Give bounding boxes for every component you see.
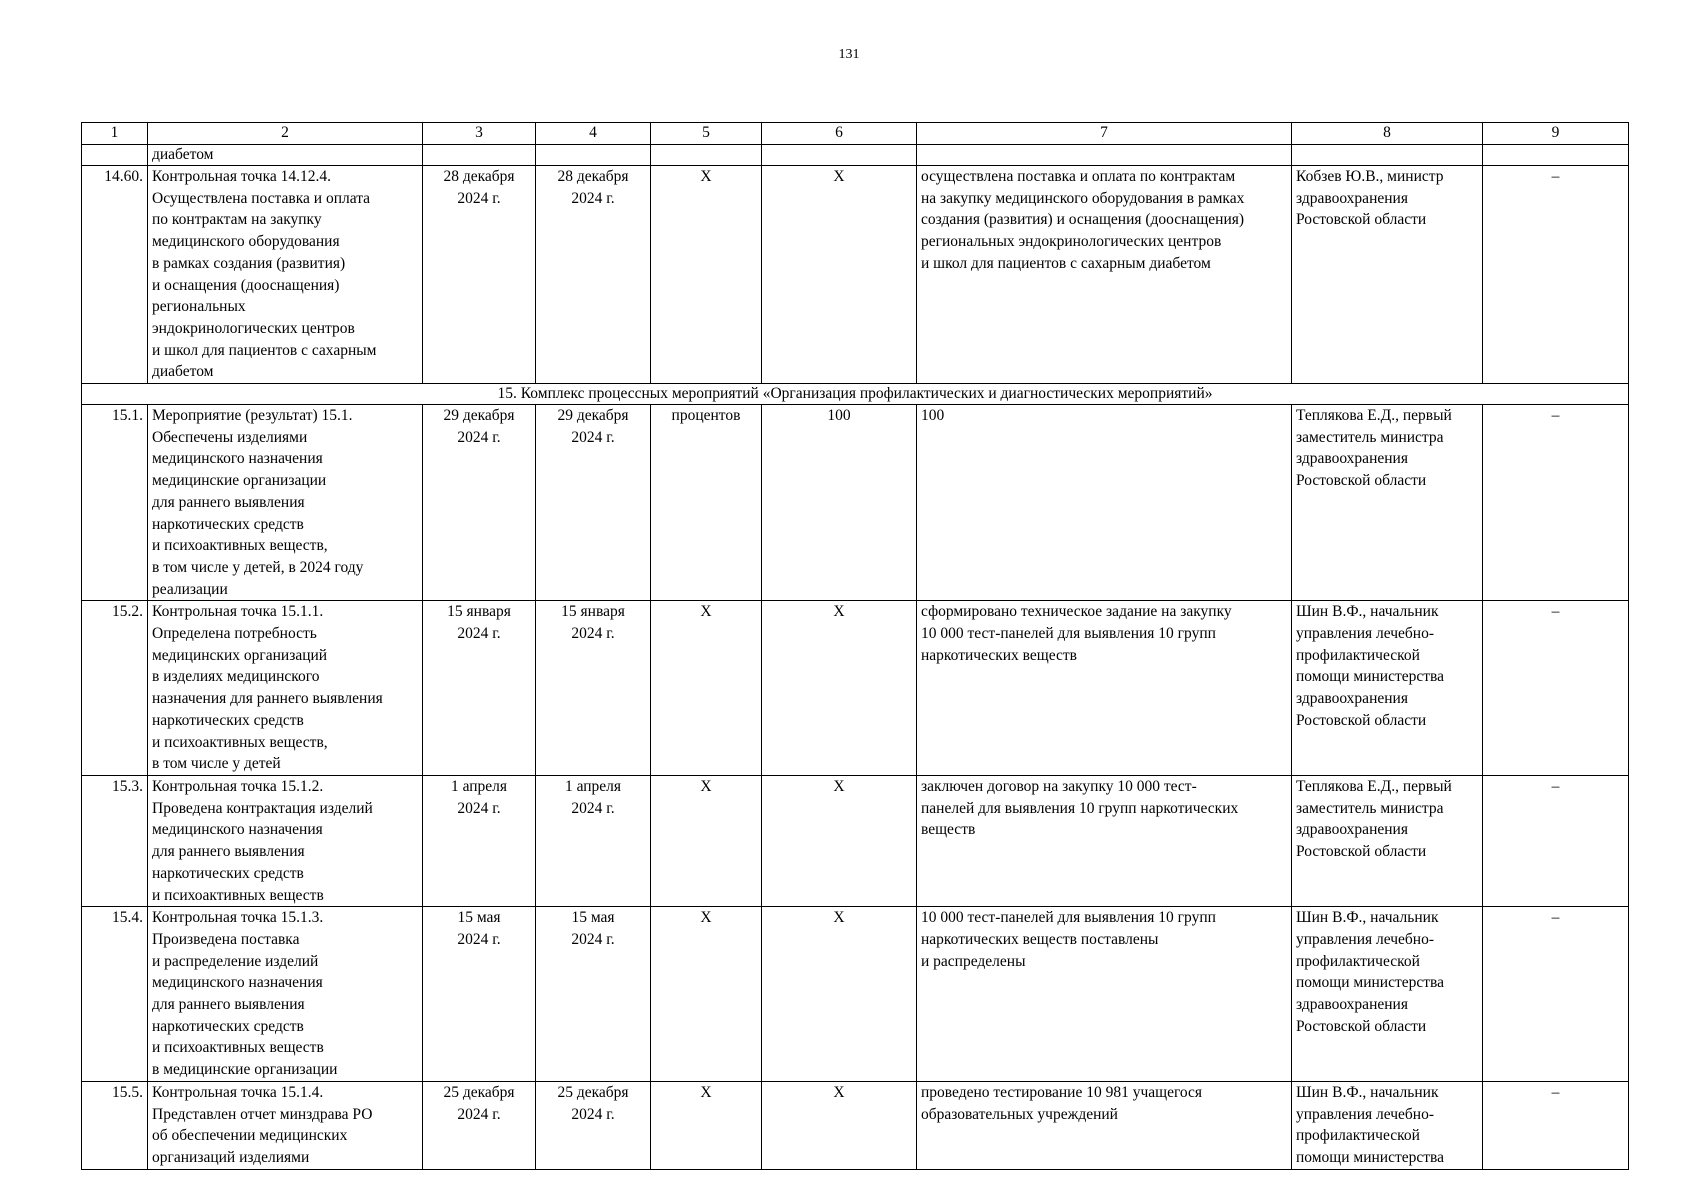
result-description-text: заключен договор на закупку 10 000 тест- панелей для выявления 10 групп наркотических веществ — [921, 777, 1239, 839]
result-description — [917, 601, 1292, 776]
activity-name — [148, 405, 423, 601]
value — [762, 907, 917, 1082]
column-header: 7 — [917, 123, 1292, 145]
end-date-text: 15 января 2024 г. — [561, 603, 625, 643]
table-row — [82, 907, 1629, 1082]
start-date — [423, 1081, 536, 1169]
column-header: 6 — [762, 123, 917, 145]
continuation-text: диабетом — [148, 145, 423, 166]
column-header: 8 — [1292, 123, 1483, 145]
column-header: 5 — [651, 123, 762, 145]
activity-name — [148, 775, 423, 906]
note — [1483, 1081, 1629, 1169]
end-date-text: 29 декабря 2024 г. — [557, 407, 629, 446]
responsible-person — [1292, 166, 1483, 384]
value-text: Х — [833, 603, 845, 621]
table-row — [82, 166, 1629, 384]
row-number-text: 15.1. — [112, 407, 143, 425]
table-row — [82, 1081, 1629, 1169]
column-header: 3 — [423, 123, 536, 145]
start-date-text: 28 декабря 2024 г. — [443, 168, 515, 207]
result-description-text: 100 — [921, 407, 945, 425]
start-date — [423, 405, 536, 601]
unit-text: процентов — [671, 407, 741, 425]
row-number-text: 14.60. — [104, 168, 143, 185]
row-number — [82, 405, 148, 601]
end-date — [536, 907, 651, 1082]
row-number — [82, 1081, 148, 1169]
responsible-person — [1292, 907, 1483, 1082]
value-text: 100 — [827, 407, 851, 425]
start-date-text: 25 декабря 2024 г. — [443, 1083, 515, 1123]
start-date — [423, 166, 536, 384]
unit-text: Х — [700, 168, 712, 185]
result-description-text: проведено тестирование 10 981 учащегося образовательных учреждений — [921, 1083, 1203, 1123]
value-text: Х — [833, 777, 845, 795]
start-date — [423, 601, 536, 776]
unit — [651, 775, 762, 906]
unit-text: Х — [700, 603, 712, 621]
end-date — [536, 405, 651, 601]
activity-name-text: Контрольная точка 15.1.4. Представлен отчет минздрава РО об обеспечении медицинских организаций изделиями — [152, 1083, 373, 1166]
result-description-text: 10 000 тест-панелей для выявления 10 групп наркотических веществ поставлены и распределены — [921, 909, 1216, 970]
responsible-person-text: Теплякова Е.Д., первый заместитель министра здравоохранения Ростовской области — [1296, 777, 1452, 861]
unit — [651, 405, 762, 601]
responsible-person — [1292, 405, 1483, 601]
note — [1483, 405, 1629, 601]
result-description — [917, 166, 1292, 384]
start-date — [423, 775, 536, 906]
end-date — [536, 601, 651, 776]
unit-text: Х — [700, 909, 712, 927]
unit — [651, 1081, 762, 1169]
end-date — [536, 1081, 651, 1169]
responsible-person-text: Кобзев Ю.В., министр здравоохранения Ростовской области — [1296, 168, 1444, 229]
end-date-text: 15 мая 2024 г. — [571, 909, 615, 948]
value — [762, 601, 917, 776]
end-date — [536, 775, 651, 906]
note — [1483, 166, 1629, 384]
value — [762, 775, 917, 906]
responsible-person — [1292, 775, 1483, 906]
row-number-text: 15.4. — [112, 909, 143, 927]
activity-name-text: Контрольная точка 15.1.3. Произведена поставка и распределение изделий медицинского назначения для раннего выявления наркотических средств и психоактивных веществ в медицинские организации — [152, 909, 338, 1079]
end-date-text: 1 апреля 2024 г. — [564, 777, 622, 817]
row-number — [82, 601, 148, 776]
row-number-text: 15.3. — [112, 777, 143, 795]
column-header: 4 — [536, 123, 651, 145]
result-description — [917, 907, 1292, 1082]
row-number — [82, 166, 148, 384]
unit — [651, 601, 762, 776]
activity-name-text: Контрольная точка 14.12.4. Осуществлена поставка и оплата по контрактам на закупку медицинского оборудования в рамках создания (развития) и оснащения (дооснащения) региональных эндокринологических центров и школ для пациентов с сахарным диабетом — [152, 168, 377, 381]
responsible-person — [1292, 1081, 1483, 1169]
column-header-row — [82, 123, 1629, 145]
unit — [651, 166, 762, 384]
note-text: – — [1551, 777, 1560, 795]
value — [762, 1081, 917, 1169]
responsible-person-text: Теплякова Е.Д., первый заместитель министра здравоохранения Ростовской области — [1296, 407, 1452, 490]
activity-name-text: Контрольная точка 15.1.1. Определена потребность медицинских организаций в изделиях медицинского назначения для раннего выявления наркотических средств и психоактивных веществ, в том числе у детей — [152, 603, 383, 773]
note-text: – — [1551, 909, 1560, 927]
note — [1483, 775, 1629, 906]
responsible-person-text: Шин В.Ф., начальник управления лечебно- профилактической помощи министерства здравоохранения Ростовской области — [1296, 603, 1445, 729]
plan-table — [81, 122, 1629, 1170]
table-row — [82, 405, 1629, 601]
start-date-text: 29 декабря 2024 г. — [443, 407, 515, 446]
end-date-text: 25 декабря 2024 г. — [557, 1083, 629, 1123]
responsible-person-text: Шин В.Ф., начальник управления лечебно- профилактической помощи министерства — [1296, 1083, 1445, 1166]
section-header-row — [82, 384, 1629, 405]
page-number: 131 — [838, 47, 860, 62]
value-text: Х — [833, 168, 845, 185]
end-date-text: 28 декабря 2024 г. — [557, 168, 629, 207]
result-description — [917, 775, 1292, 906]
end-date — [536, 166, 651, 384]
activity-name-text: Мероприятие (результат) 15.1. Обеспечены изделиями медицинского назначения медицинские организации для раннего выявления наркотических средств и психоактивных веществ, в том числе у детей, в 2024 году реализации — [152, 407, 364, 598]
value — [762, 405, 917, 601]
responsible-person — [1292, 601, 1483, 776]
row-number-text: 15.5. — [112, 1083, 143, 1101]
column-header: 2 — [148, 123, 423, 145]
row-number — [82, 907, 148, 1082]
note — [1483, 907, 1629, 1082]
column-header: 9 — [1483, 123, 1629, 145]
note — [1483, 601, 1629, 776]
activity-name — [148, 166, 423, 384]
unit-text: Х — [700, 777, 712, 795]
start-date-text: 1 апреля 2024 г. — [450, 777, 508, 817]
unit — [651, 907, 762, 1082]
continuation-row — [82, 145, 1629, 166]
start-date-text: 15 мая 2024 г. — [457, 909, 501, 948]
table-row — [82, 601, 1629, 776]
note-text: – — [1551, 168, 1560, 185]
row-number — [82, 775, 148, 906]
responsible-person-text: Шин В.Ф., начальник управления лечебно- профилактической помощи министерства здравоохранения Ростовской области — [1296, 909, 1445, 1035]
value-text: Х — [833, 909, 845, 927]
activity-name — [148, 907, 423, 1082]
result-description — [917, 1081, 1292, 1169]
result-description — [917, 405, 1292, 601]
table-row — [82, 775, 1629, 906]
start-date — [423, 907, 536, 1082]
activity-name — [148, 601, 423, 776]
result-description-text: осуществлена поставка и оплата по контрактам на закупку медицинского оборудования в рамках создания (развития) и оснащения (дооснащения) региональных эндокринологических центров и школ для пациентов с сахарным диабетом — [921, 168, 1245, 272]
note-text: – — [1551, 603, 1560, 621]
value — [762, 166, 917, 384]
note-text: – — [1551, 1083, 1560, 1101]
note-text: – — [1551, 407, 1560, 425]
column-header: 1 — [82, 123, 148, 145]
start-date-text: 15 января 2024 г. — [447, 603, 511, 643]
unit-text: Х — [700, 1083, 712, 1101]
value-text: Х — [833, 1083, 845, 1101]
section-title: 15. Комплекс процессных мероприятий «Организация профилактических и диагностических мероприятий» — [82, 384, 1629, 405]
row-number-text: 15.2. — [112, 603, 143, 621]
activity-name-text: Контрольная точка 15.1.2. Проведена контрактация изделий медицинского назначения для раннего выявления наркотических средств и психоактивных веществ — [152, 777, 373, 904]
result-description-text: сформировано техническое задание на закупку 10 000 тест-панелей для выявления 10 групп наркотических веществ — [921, 603, 1232, 664]
activity-name — [148, 1081, 423, 1169]
